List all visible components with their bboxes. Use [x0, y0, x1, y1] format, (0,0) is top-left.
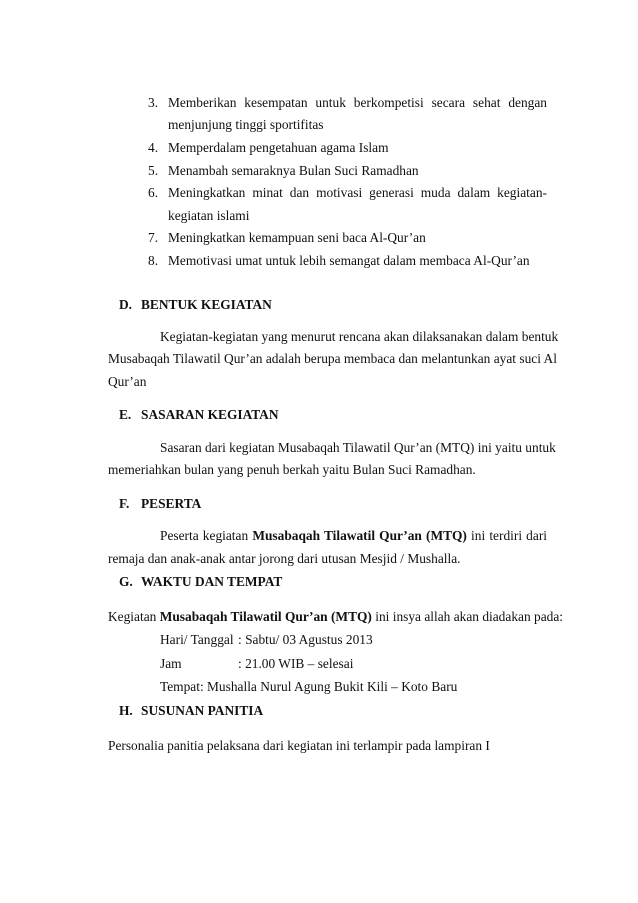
list-item-text-cont: menjunjung tinggi sportifitas [168, 117, 324, 132]
list-number: 3. [148, 95, 159, 110]
section-title: SASARAN KEGIATAN [141, 407, 279, 422]
list-number: 6. [148, 185, 159, 200]
text-run: Peserta kegiatan [160, 528, 249, 543]
section-title: PESERTA [141, 496, 202, 511]
paragraph-line: remaja dan anak-anak antar jorong dari utusan Mesjid / Mushalla. [108, 551, 461, 566]
list-item-text: Menambah semaraknya Bulan Suci Ramadhan [168, 163, 419, 178]
text-run: ini terdiri dari [471, 528, 548, 543]
list-number: 8. [148, 253, 159, 268]
list-item-text: Memperdalam pengetahuan agama Islam [168, 140, 389, 155]
section-letter: D. [119, 297, 133, 312]
text-run: Kegiatan [108, 609, 157, 624]
paragraph-line: memeriahkan bulan yang penuh berkah yaitu Bulan Suci Ramadhan. [108, 462, 476, 477]
section-title: BENTUK KEGIATAN [141, 297, 272, 312]
list-item-text: Meningkatkan kemampuan seni baca Al-Qur’an [168, 230, 426, 245]
paragraph-line: Personalia panitia pelaksana dari kegiatan ini terlampir pada lampiran I [108, 738, 490, 753]
event-name: Musabaqah Tilawatil Qur’an (MTQ) [159, 609, 372, 624]
date-value: : Sabtu/ 03 Agustus 2013 [238, 632, 373, 647]
time-value: : 21.00 WIB – selesai [238, 656, 354, 671]
paragraph-line [160, 529, 547, 542]
text-run: ini insya allah akan diadakan pada: [375, 609, 564, 624]
schedule-date-row [160, 633, 373, 646]
date-label: Hari/ Tanggal [160, 632, 234, 647]
schedule-place-row: Tempat: Mushalla Nurul Agung Bukit Kili – Koto Baru [160, 679, 458, 694]
section-letter: H. [119, 703, 133, 718]
section-heading-h [119, 704, 263, 717]
paragraph-line [108, 610, 563, 623]
section-heading-d [119, 298, 272, 311]
section-heading-f [119, 497, 201, 510]
paragraph-line: Musabaqah Tilawatil Qur’an adalah berupa membaca dan melantunkan ayat suci Al [108, 351, 557, 366]
section-title: WAKTU DAN TEMPAT [141, 574, 283, 589]
section-letter: G. [119, 574, 133, 589]
section-letter: F. [119, 496, 130, 511]
list-number: 5. [148, 163, 159, 178]
list-item-text: Memberikan kesempatan untuk berkompetisi secara sehat dengan [168, 95, 547, 110]
list-item-text-cont: kegiatan islami [168, 208, 250, 223]
section-title: SUSUNAN PANITIA [141, 703, 264, 718]
section-letter: E. [119, 407, 132, 422]
time-label: Jam [160, 656, 182, 671]
event-name: Musabaqah Tilawatil Qur’an (MTQ) [252, 528, 467, 543]
section-heading-e [119, 408, 279, 421]
list-item-text: Memotivasi umat untuk lebih semangat dalam membaca Al-Qur’an [168, 253, 530, 268]
schedule-time-row [160, 657, 353, 670]
list-item-text: Meningkatkan minat dan motivasi generasi muda dalam kegiatan- [168, 185, 547, 200]
paragraph-line: Sasaran dari kegiatan Musabaqah Tilawatil Qur’an (MTQ) ini yaitu untuk [160, 440, 556, 455]
list-number: 7. [148, 230, 159, 245]
list-number: 4. [148, 140, 159, 155]
paragraph-line: Kegiatan-kegiatan yang menurut rencana akan dilaksanakan dalam bentuk [160, 329, 559, 344]
paragraph-line: Qur’an [108, 374, 147, 389]
section-heading-g [119, 575, 282, 588]
